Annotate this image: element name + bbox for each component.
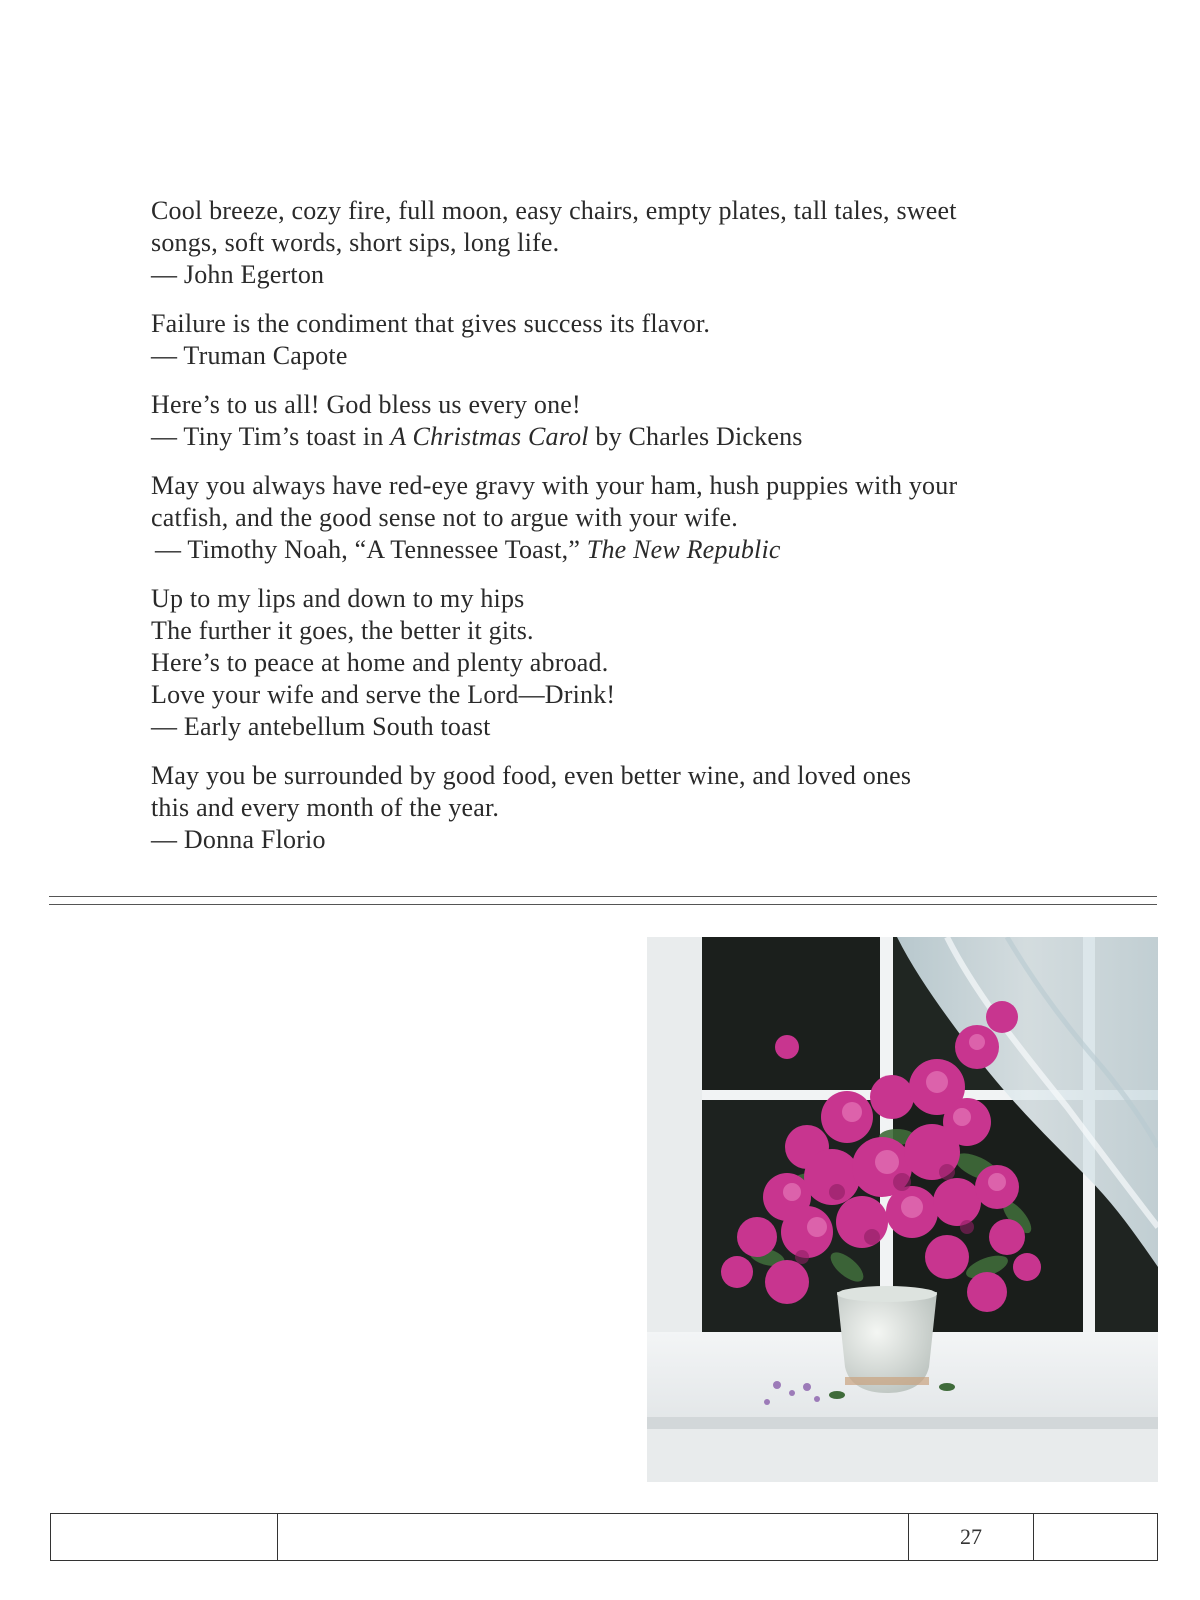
quote-line: catfish, and the good sense not to argue with your wife. <box>151 503 738 532</box>
footer-cell <box>51 1514 278 1560</box>
quote-attribution: — Truman Capote <box>151 341 348 370</box>
quote-line: Failure is the condiment that gives success its flavor. <box>151 309 711 338</box>
quote-line: Cool breeze, cozy fire, full moon, easy chairs, empty plates, tall tales, sweet <box>151 196 957 225</box>
quote-antebellum <box>151 583 1031 743</box>
quote-line: songs, soft words, short sips, long life. <box>151 228 560 257</box>
quote-line: Up to my lips and down to my hips <box>151 584 525 613</box>
quote-capote <box>151 308 1031 372</box>
divider-rule-top <box>49 896 1157 897</box>
attribution-text: — Timothy Noah, “A Tennessee Toast,” <box>155 535 587 564</box>
quote-egerton <box>151 195 1031 291</box>
quotes-section <box>151 195 1031 873</box>
quote-noah <box>151 470 1031 566</box>
attribution-text: — Tiny Tim’s toast in <box>151 422 391 451</box>
footer-cell <box>278 1514 909 1560</box>
window-flowers-photo <box>647 937 1158 1482</box>
quote-attribution <box>151 421 1031 453</box>
footer-cell <box>1034 1514 1157 1560</box>
quote-florio <box>151 760 1031 856</box>
quote-line: May you be surrounded by good food, even better wine, and loved ones <box>151 761 912 790</box>
page-number: 27 <box>909 1514 1034 1560</box>
quote-dickens <box>151 389 1031 453</box>
quote-attribution <box>151 534 1031 566</box>
quote-line: this and every month of the year. <box>151 793 500 822</box>
attribution-title: A Christmas Carol <box>390 422 589 451</box>
quote-attribution: — John Egerton <box>151 260 325 289</box>
quote-line: Here’s to peace at home and plenty abroad. <box>151 648 609 677</box>
quote-attribution: — Donna Florio <box>151 825 326 854</box>
attribution-title: The New Republic <box>586 535 781 564</box>
divider-rule-bottom <box>49 904 1157 905</box>
quote-line: May you always have red-eye gravy with your ham, hush puppies with your <box>151 471 958 500</box>
attribution-text: by Charles Dickens <box>588 422 803 451</box>
quote-line: Here’s to us all! God bless us every one! <box>151 390 581 419</box>
quote-line: Love your wife and serve the Lord—Drink! <box>151 680 616 709</box>
quote-line: The further it goes, the better it gits. <box>151 616 534 645</box>
quote-attribution: — Early antebellum South toast <box>151 712 491 741</box>
page-footer <box>50 1513 1158 1561</box>
